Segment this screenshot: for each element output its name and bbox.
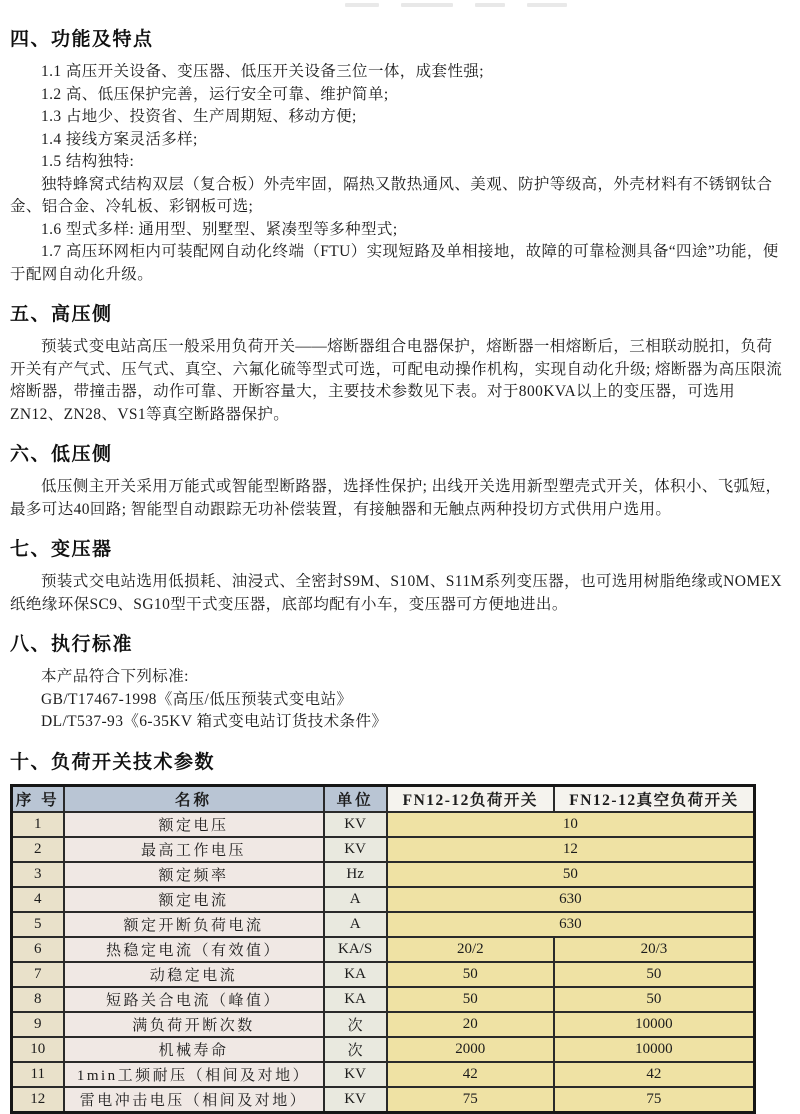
param-unit: 次 xyxy=(324,1037,387,1062)
row-index: 9 xyxy=(12,1012,64,1037)
section-high-voltage-side xyxy=(10,299,786,426)
param-name: 额定频率 xyxy=(64,862,324,887)
table-row xyxy=(12,862,755,887)
param-name: 额定开断负荷电流 xyxy=(64,912,324,937)
param-name: 雷电冲击电压（相间及对地） xyxy=(64,1087,324,1113)
row-index: 3 xyxy=(12,862,64,887)
param-unit: KV xyxy=(324,812,387,837)
row-index: 7 xyxy=(12,962,64,987)
param-name: 1min工频耐压（相间及对地） xyxy=(64,1062,324,1087)
param-name: 额定电压 xyxy=(64,812,324,837)
param-unit: KV xyxy=(324,1062,387,1087)
column-header-unit: 单位 xyxy=(324,785,387,812)
param-value-merged: 630 xyxy=(387,887,755,912)
paragraph: 独特蜂窝式结构双层（复合板）外壳牢固，隔热又散热通风、美观、防护等级高，外壳材料有不锈钢钛合金、铝合金、冷轧板、彩钢板可选; xyxy=(10,175,773,215)
param-value-vacuum-switch: 10000 xyxy=(554,1037,755,1062)
param-unit: 次 xyxy=(324,1012,387,1037)
param-name: 额定电流 xyxy=(64,887,324,912)
param-value-load-switch: 75 xyxy=(387,1087,554,1113)
table-row xyxy=(12,1087,755,1113)
param-name: 短路关合电流（峰值） xyxy=(64,987,324,1012)
param-value-vacuum-switch: 42 xyxy=(554,1062,755,1087)
section-load-switch-parameters xyxy=(10,747,786,1114)
paragraph: 1.2 高、低压保护完善，运行安全可靠、维护简单; xyxy=(41,85,389,103)
column-header-fn12-vacuum-load-switch: FN12-12真空负荷开关 xyxy=(554,785,755,812)
param-name: 满负荷开断次数 xyxy=(64,1012,324,1037)
param-value-vacuum-switch: 75 xyxy=(554,1087,755,1113)
paragraph: 1.1 高压开关设备、变压器、低压开关设备三位一体，成套性强; xyxy=(41,63,484,80)
param-value-load-switch: 42 xyxy=(387,1062,554,1087)
paragraph: 预装式交电站选用低损耗、油浸式、全密封S9M、S10M、S11M系列变压器，也可选用树脂绝缘或NOMEX纸绝缘环保SC9、SG10型干式变压器，底部均配有小车，变压器可方便地进出。 xyxy=(10,573,783,613)
table-row xyxy=(12,1037,755,1062)
paragraph: 1.6 型式多样: 通用型、别墅型、紧凑型等多种型式; xyxy=(41,220,398,238)
param-value-vacuum-switch: 20/3 xyxy=(554,937,755,962)
param-value-vacuum-switch: 50 xyxy=(554,987,755,1012)
param-name: 动稳定电流 xyxy=(64,962,324,987)
param-name: 机械寿命 xyxy=(64,1037,324,1062)
param-name: 热稳定电流（有效值） xyxy=(64,937,324,962)
row-index: 1 xyxy=(12,812,64,837)
param-value-merged: 12 xyxy=(387,837,755,862)
row-index: 2 xyxy=(12,837,64,862)
param-value-merged: 50 xyxy=(387,862,755,887)
table-row xyxy=(12,937,755,962)
paragraph: 1.3 占地少、投资省、生产周期短、移动方便; xyxy=(41,108,357,125)
table-row xyxy=(12,987,755,1012)
section-title-features: 四、功能及特点 xyxy=(10,29,154,50)
table-row xyxy=(12,1062,755,1087)
param-name: 最高工作电压 xyxy=(64,837,324,862)
param-unit: Hz xyxy=(324,862,387,887)
table-row xyxy=(12,1012,755,1037)
standard-line-dl: DL/T537-93《6-35KV 箱式变电站订货技术条件》 xyxy=(41,713,388,730)
param-value-merged: 630 xyxy=(387,912,755,937)
param-unit: A xyxy=(324,887,387,912)
row-index: 6 xyxy=(12,937,64,962)
param-value-load-switch: 50 xyxy=(387,987,554,1012)
param-value-merged: 10 xyxy=(387,812,755,837)
param-unit: KA/S xyxy=(324,937,387,962)
column-header-name: 名称 xyxy=(64,785,324,812)
section-features xyxy=(10,24,786,286)
section-standards xyxy=(10,629,786,734)
parameters-table xyxy=(10,784,756,1114)
table-row xyxy=(12,962,755,987)
paragraph: 预装式变电站高压一般采用负荷开关——熔断器组合电器保护，熔断器一相熔断后，三相联动脱扣，负荷开关有产气式、压气式、真空、六氟化硫等型式可选，可配电动操作机构，实现自动化升级; 熔断器为高压限流熔断器，带撞击器，动作可靠、开断容量大，主要技术参数见下表。对于800KVA以上的变压器，可选用ZN12、ZN28、VS1等真空断路器保护。 xyxy=(10,338,783,423)
param-unit: KV xyxy=(324,1087,387,1113)
cropped-text-remnant xyxy=(345,3,567,7)
row-index: 12 xyxy=(12,1087,64,1113)
param-value-load-switch: 2000 xyxy=(387,1037,554,1062)
paragraph: 1.4 接线方案灵活多样; xyxy=(41,130,198,148)
param-unit: KA xyxy=(324,962,387,987)
section-title-standards: 八、执行标准 xyxy=(10,634,134,655)
section-title-low-voltage: 六、低压侧 xyxy=(10,444,113,465)
paragraph: 1.5 结构独特: xyxy=(41,153,135,170)
table-row xyxy=(12,837,755,862)
param-value-vacuum-switch: 50 xyxy=(554,962,755,987)
column-header-fn12-load-switch: FN12-12负荷开关 xyxy=(387,785,554,812)
section-low-voltage-side xyxy=(10,439,786,521)
standard-line-gb: GB/T17467-1998《高压/低压预装式变电站》 xyxy=(41,690,353,708)
row-index: 4 xyxy=(12,887,64,912)
row-index: 5 xyxy=(12,912,64,937)
section-title-parameters: 十、负荷开关技术参数 xyxy=(10,751,216,773)
paragraph: 1.7 高压环网柜内可装配网自动化终端（FTU）实现短路及单相接地，故障的可靠检测具备“四途”功能，便于配网自动化升级。 xyxy=(10,243,779,283)
table-row xyxy=(12,812,755,837)
standards-intro-line: 本产品符合下列标准: xyxy=(41,668,189,685)
paragraph: 低压侧主开关采用万能式或智能型断路器，选择性保护; 出线开关选用新型塑壳式开关，体积小、飞弧短，最多可达40回路; 智能型自动跟踪无功补偿装置，有接触器和无触点两种投切方式供用户选用。 xyxy=(10,478,782,518)
section-transformer xyxy=(10,534,786,616)
table-row xyxy=(12,887,755,912)
column-header-index: 序 号 xyxy=(12,785,64,812)
param-value-load-switch: 50 xyxy=(387,962,554,987)
row-index: 8 xyxy=(12,987,64,1012)
param-value-load-switch: 20 xyxy=(387,1012,554,1037)
param-value-load-switch: 20/2 xyxy=(387,937,554,962)
param-value-vacuum-switch: 10000 xyxy=(554,1012,755,1037)
table-header-row xyxy=(12,785,755,812)
row-index: 10 xyxy=(12,1037,64,1062)
row-index: 11 xyxy=(12,1062,64,1087)
param-unit: A xyxy=(324,912,387,937)
section-title-high-voltage: 五、高压侧 xyxy=(10,304,113,325)
param-unit: KV xyxy=(324,837,387,862)
section-title-transformer: 七、变压器 xyxy=(10,539,113,560)
param-unit: KA xyxy=(324,987,387,1012)
table-row xyxy=(12,912,755,937)
